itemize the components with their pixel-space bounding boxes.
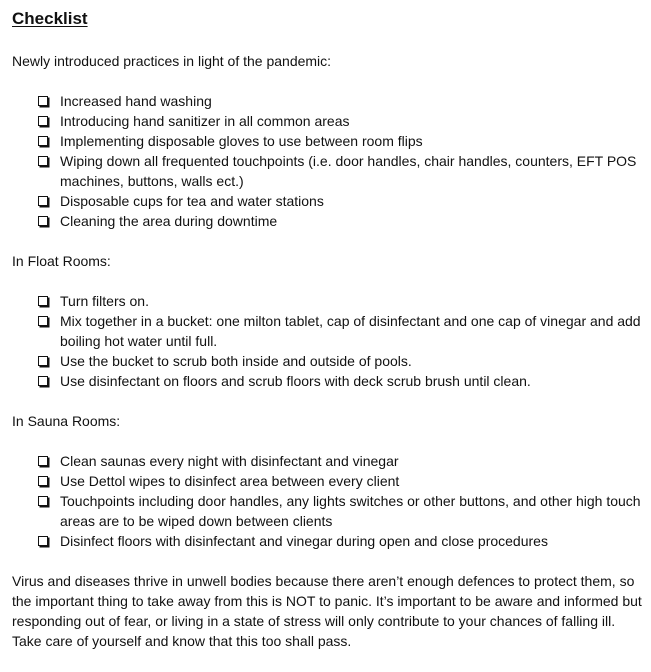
list-item (36, 311, 646, 351)
list-item (36, 191, 646, 211)
list-item-text: Mix together in a bucket: one milton tablet, cap of disinfectant and one cap of vinegar and add boiling hot water until full. (60, 313, 641, 349)
checkbox-icon (38, 316, 48, 326)
pandemic-intro: Newly introduced practices in light of the pandemic: (12, 53, 332, 69)
list-item (36, 111, 646, 131)
list-item (36, 91, 646, 111)
list-item (36, 451, 646, 471)
checkbox-icon (38, 136, 48, 146)
checkbox-icon (38, 496, 48, 506)
checkbox-icon (38, 156, 48, 166)
list-item (36, 531, 646, 551)
sauna-rooms-checklist (36, 451, 646, 551)
checkbox-icon (38, 116, 48, 126)
list-item-text: Increased hand washing (60, 93, 212, 109)
sauna-rooms-heading: In Sauna Rooms: (12, 413, 121, 429)
list-item (36, 371, 646, 391)
list-item-text: Disposable cups for tea and water stations (60, 193, 324, 209)
list-item-text: Implementing disposable gloves to use between room flips (60, 133, 423, 149)
checkbox-icon (38, 456, 48, 466)
checkbox-icon (38, 356, 48, 366)
list-item (36, 291, 646, 311)
checkbox-icon (38, 96, 48, 106)
list-item-text: Turn filters on. (60, 293, 149, 309)
list-item-text: Use disinfectant on floors and scrub floors with deck scrub brush until clean. (60, 373, 531, 389)
checkbox-icon (38, 536, 48, 546)
page-title: Checklist (12, 9, 88, 28)
list-item-text: Use the bucket to scrub both inside and outside of pools. (60, 353, 412, 369)
list-item (36, 351, 646, 371)
closing-paragraph: Virus and diseases thrive in unwell bodies because there aren’t enough defences to protect them, so the important thing to take away from this is NOT to panic. It’s important to be aware and informed but responding out of fear, or living in a state of stress will only contribute to your chances of falling ill. Take care of yourself and know that this too shall pass. (12, 573, 642, 649)
pandemic-checklist (36, 91, 646, 231)
list-item-text: Wiping down all frequented touchpoints (i.e. door handles, chair handles, counters, EFT POS machines, buttons, walls ect.) (60, 153, 637, 189)
list-item (36, 151, 646, 191)
list-item-text: Disinfect floors with disinfectant and vinegar during open and close procedures (60, 533, 548, 549)
list-item (36, 211, 646, 231)
list-item-text: Introducing hand sanitizer in all common areas (60, 113, 350, 129)
list-item (36, 131, 646, 151)
list-item (36, 471, 646, 491)
float-rooms-heading: In Float Rooms: (12, 253, 111, 269)
list-item (36, 491, 646, 531)
checkbox-icon (38, 216, 48, 226)
checkbox-icon (38, 376, 48, 386)
checkbox-icon (38, 296, 48, 306)
list-item-text: Clean saunas every night with disinfectant and vinegar (60, 453, 399, 469)
list-item-text: Use Dettol wipes to disinfect area between every client (60, 473, 400, 489)
float-rooms-checklist (36, 291, 646, 391)
checkbox-icon (38, 196, 48, 206)
list-item-text: Cleaning the area during downtime (60, 213, 278, 229)
list-item-text: Touchpoints including door handles, any lights switches or other buttons, and other high touch areas are to be wiped down between clients (60, 493, 641, 529)
checkbox-icon (38, 476, 48, 486)
